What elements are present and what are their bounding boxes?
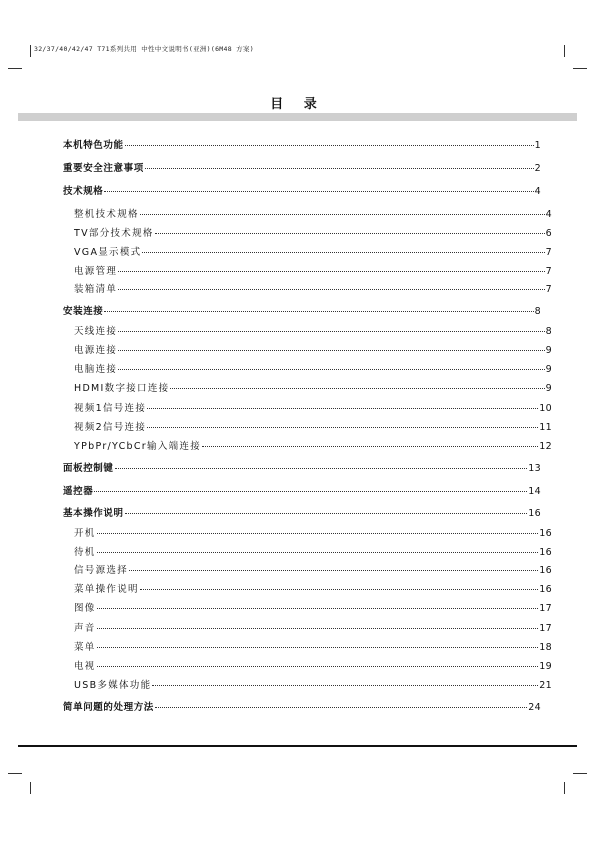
dot-leader <box>170 388 544 389</box>
toc-entry[interactable] <box>63 160 541 174</box>
toc-entry-page-number: 9 <box>545 364 552 375</box>
dot-leader <box>97 647 539 648</box>
crop-mark <box>8 68 22 69</box>
toc-entry-label: 安装连接 <box>63 306 104 317</box>
toc-entry-label: 信号源选择 <box>74 565 129 576</box>
toc-entry-page-number: 1 <box>534 140 541 151</box>
toc-entry-label: 菜单 <box>74 642 96 653</box>
toc-entry-label: 简单问题的处理方法 <box>63 702 154 713</box>
dot-leader <box>104 311 533 312</box>
toc-entry-page-number: 16 <box>539 528 552 539</box>
dot-leader <box>115 468 528 469</box>
toc-entry-page-number: 16 <box>539 584 552 595</box>
toc-entry-label: 整机技术规格 <box>74 209 139 220</box>
toc-entry-label: 电脑连接 <box>74 364 118 375</box>
dot-leader <box>155 233 545 234</box>
toc-entry-page-number: 9 <box>545 345 552 356</box>
toc-entry[interactable] <box>63 323 552 337</box>
toc-entry-label: 技术规格 <box>63 186 104 197</box>
toc-entry-page-number: 16 <box>528 508 541 519</box>
toc-entry[interactable] <box>63 206 552 220</box>
toc-entry-page-number: 8 <box>545 326 552 337</box>
dot-leader <box>147 427 538 428</box>
toc-entry-page-number: 18 <box>539 642 552 653</box>
toc-entry[interactable] <box>63 525 552 539</box>
toc-entry-label: VGA显示模式 <box>74 247 142 258</box>
toc-entry-page-number: 19 <box>539 661 552 672</box>
toc-entry-label: USB多媒体功能 <box>74 680 152 691</box>
crop-mark <box>8 773 22 774</box>
toc-entry-page-number: 10 <box>539 403 552 414</box>
toc-entry[interactable] <box>63 639 552 653</box>
toc-entry[interactable] <box>63 658 552 672</box>
toc-entry-page-number: 8 <box>534 306 541 317</box>
toc-entry-label: 天线连接 <box>74 326 118 337</box>
toc-entry[interactable] <box>63 380 552 394</box>
toc-entry-page-number: 17 <box>539 603 552 614</box>
toc-entry-label: 电源管理 <box>74 266 118 277</box>
toc-entry[interactable] <box>63 620 552 634</box>
toc-entry[interactable] <box>63 544 552 558</box>
dot-leader <box>155 707 527 708</box>
dot-leader <box>152 685 538 686</box>
dot-leader <box>94 491 527 492</box>
toc-entry[interactable] <box>63 505 541 519</box>
toc-entry-label: 电源连接 <box>74 345 118 356</box>
toc-entry-page-number: 7 <box>545 266 552 277</box>
dot-leader <box>125 513 528 514</box>
crop-mark <box>573 68 587 69</box>
toc-entry-page-number: 7 <box>545 247 552 258</box>
toc-entry-label: 视频2信号连接 <box>74 422 147 433</box>
dot-leader <box>97 552 539 553</box>
toc-entry-page-number: 13 <box>528 463 541 474</box>
dot-leader <box>104 191 533 192</box>
toc-entry[interactable] <box>63 183 541 197</box>
toc-entry-page-number: 12 <box>539 441 552 452</box>
toc-entry-page-number: 7 <box>545 284 552 295</box>
toc-entry-page-number: 16 <box>539 565 552 576</box>
toc-entry-page-number: 24 <box>528 702 541 713</box>
toc-entry-label: 装箱清单 <box>74 284 118 295</box>
crop-mark <box>573 773 587 774</box>
crop-mark <box>564 782 565 794</box>
dot-leader <box>129 570 538 571</box>
toc-entry-label: HDMI数字接口连接 <box>74 383 170 394</box>
dot-leader <box>97 628 539 629</box>
dot-leader <box>118 271 544 272</box>
toc-entry-page-number: 4 <box>545 209 552 220</box>
dot-leader <box>125 145 534 146</box>
toc-entry[interactable] <box>63 342 552 356</box>
toc-entry-page-number: 11 <box>539 422 552 433</box>
toc-entry-page-number: 6 <box>545 228 552 239</box>
toc-entry[interactable] <box>63 303 541 317</box>
toc-entry-label: 遥控器 <box>63 486 94 497</box>
toc-entry[interactable] <box>63 438 552 452</box>
toc-entry-page-number: 14 <box>528 486 541 497</box>
toc-entry[interactable] <box>63 281 552 295</box>
toc-entry-page-number: 21 <box>539 680 552 691</box>
toc-entry[interactable] <box>63 137 541 151</box>
dot-leader <box>118 289 544 290</box>
toc-entry[interactable] <box>63 263 552 277</box>
dot-leader <box>118 331 544 332</box>
toc-entry[interactable] <box>63 483 541 497</box>
toc-entry-page-number: 9 <box>545 383 552 394</box>
print-header: 32/37/40/42/47 T71系列共用 中性中文说明书(亚洲)(6M48 方案) <box>34 45 254 53</box>
page-title: 目 录 <box>270 97 325 112</box>
toc-entry[interactable] <box>63 562 552 576</box>
toc-entry[interactable] <box>63 244 552 258</box>
toc-entry-page-number: 16 <box>539 547 552 558</box>
toc-entry-label: 视频1信号连接 <box>74 403 147 414</box>
dot-leader <box>118 350 544 351</box>
toc-entry[interactable] <box>63 677 552 691</box>
toc-entry[interactable] <box>63 460 541 474</box>
toc-entry-page-number: 17 <box>539 623 552 634</box>
dot-leader <box>145 168 534 169</box>
title-rule <box>18 113 577 121</box>
toc-entry-label: 开机 <box>74 528 96 539</box>
toc-entry-label: 重要安全注意事项 <box>63 163 144 174</box>
crop-mark <box>564 45 565 57</box>
crop-mark <box>30 782 31 794</box>
dot-leader <box>118 369 544 370</box>
dot-leader <box>202 446 538 447</box>
toc-entry-label: 菜单操作说明 <box>74 584 139 595</box>
toc-entry[interactable] <box>63 400 552 414</box>
toc-entry[interactable] <box>63 419 552 433</box>
footer-rule <box>18 745 577 747</box>
toc-entry-label: YPbPr/YCbCr输入端连接 <box>74 441 202 452</box>
toc-entry[interactable] <box>63 361 552 375</box>
toc-entry-label: 声音 <box>74 623 96 634</box>
toc-entry-label: TV部分技术规格 <box>74 228 154 239</box>
dot-leader <box>147 408 538 409</box>
toc-entry-label: 本机特色功能 <box>63 140 124 151</box>
dot-leader <box>140 589 538 590</box>
toc-entry-label: 面板控制键 <box>63 463 114 474</box>
dot-leader <box>97 666 539 667</box>
toc-entry[interactable] <box>63 699 541 713</box>
toc-entry[interactable] <box>63 600 552 614</box>
toc-entry[interactable] <box>63 581 552 595</box>
toc-entry-label: 基本操作说明 <box>63 508 124 519</box>
toc-entry-label: 图像 <box>74 603 96 614</box>
toc-entry[interactable] <box>63 225 552 239</box>
dot-leader <box>140 214 545 215</box>
dot-leader <box>142 252 544 253</box>
toc-entry-label: 电视 <box>74 661 96 672</box>
toc-entry-page-number: 4 <box>534 186 541 197</box>
dot-leader <box>97 533 539 534</box>
dot-leader <box>97 608 539 609</box>
toc-entry-label: 待机 <box>74 547 96 558</box>
crop-mark <box>30 45 31 57</box>
toc-entry-page-number: 2 <box>534 163 541 174</box>
